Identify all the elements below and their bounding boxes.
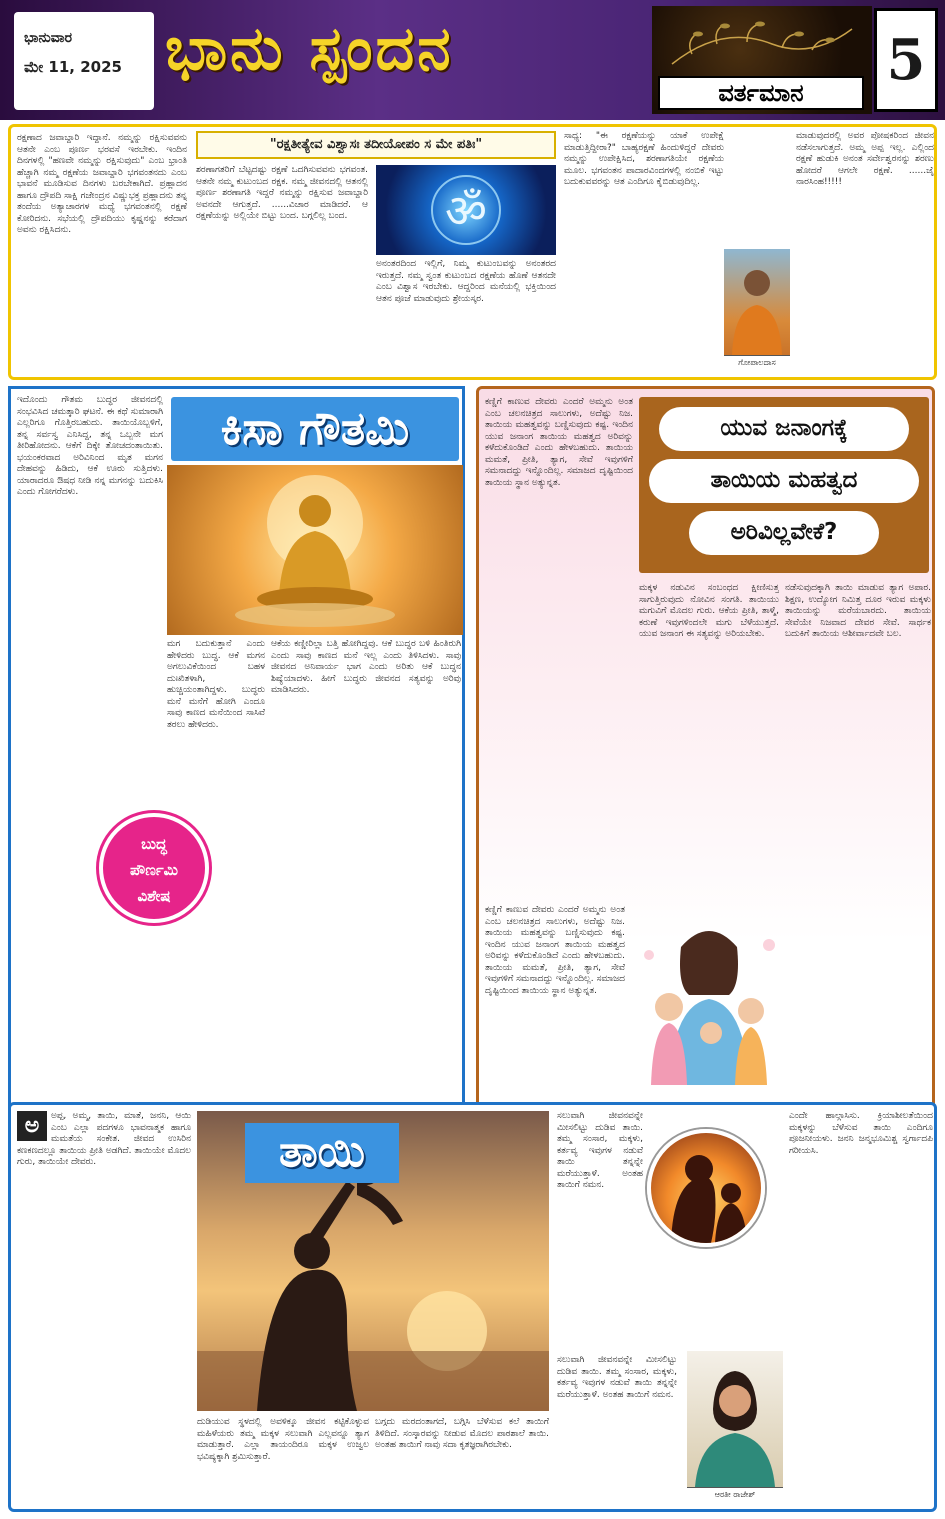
om-illustration	[376, 165, 556, 255]
brand-logo	[652, 6, 872, 114]
author-photo	[687, 1351, 783, 1501]
silhouette-icon	[651, 1133, 761, 1243]
article-column	[785, 583, 931, 1083]
svg-text:ॐ: ॐ	[445, 184, 487, 238]
person-icon	[687, 1351, 783, 1487]
article-text: ಮಕ್ಕಳ ನಡುವಿನ ಸಂಬಂಧದ ಕ್ಷೀಣಿಸುತ್ತ ಸಾಗುತ್ತಿರುವುದು ನೋವಿನ ಸಂಗತಿ. ತಾಯಿಯು ಮಗುವಿಗೆ ಮೊದಲ ಗುರು. ಆಕೆಯ ಪ್ರೀತಿ, ತಾಳ್ಮೆ, ಕರುಣೆ ಇವುಗಳಿಂದಲೇ ಮಗು ಬೆಳೆಯುತ್ತದೆ. ಯುವ ಜನಾಂಗ ಈ ಸತ್ಯವನ್ನು ಅರಿಯಬೇಕು.	[639, 583, 779, 639]
masthead-day: ಭಾನುವಾರ	[24, 30, 73, 46]
article-column	[375, 1417, 549, 1509]
badge-line: ಪೌರ್ಣಮಿ	[130, 861, 178, 879]
article-title-line: ತಾಯಿಯ ಮಹತ್ವದ	[649, 459, 919, 503]
buddha-icon	[167, 465, 463, 635]
masthead-date: ಮೇ 11, 2025	[24, 58, 122, 76]
article-text: ನಡೆಸುವುದಕ್ಕಾಗಿ ತಾಯಿ ಮಾಡುವ ತ್ಯಾಗ ಅಪಾರ. ಶಿಕ್ಷಣ, ಉದ್ಯೋಗ ನಿಮಿತ್ತ ದೂರ ಇರುವ ಮಕ್ಕಳು ತಾಯಿಯನ್ನು ಮರೆಯಬಾರದು. ತಾಯಿಯ ಸೇವೆಯೇ ನಿಜವಾದ ದೇವರ ಸೇವೆ. ಸಾರ್ಥಕ ಬದುಕಿಗೆ ತಾಯಿಯ ಆಶೀರ್ವಾದವೇ ಬಲ.	[785, 583, 931, 639]
article-text: ಇದೊಂದು ಗೌತಮ ಬುದ್ಧರ ಜೀವನದಲ್ಲಿ ಸಂಭವಿಸಿದ ಚಮತ್ಕಾರಿ ಘಟನೆ. ಈ ಕಥೆ ಸುಮಾರಾಗಿ ಎಲ್ಲರಿಗೂ ಗೊತ್ತಿರಬಹುದು. ತಾಯಿಯೊಬ್ಬಳಿಗೆ, ತನ್ನ ಸರ್ವಸ್ವ ಎನಿಸಿದ್ದ, ತನ್ನ ಒಬ್ಬನೇ ಮಗ ತೀರಿಹೋದನು. ಆಕೆಗೆ ದಿಕ್ಕೇ ತೋಚದಂತಾಯಿತು. ಭಯಂಕರವಾದ ಅರಿವಿನಿಂದ ಮೃತ ಮಗನ ದೇಹವನ್ನು ಹಿಡಿದು, ಆಕೆ ಊರು ಸುತ್ತಿದಳು. ಯಾರಾದರೂ ಔಷಧ ನೀಡಿ ನನ್ನ ಮಗನನ್ನು ಬದುಕಿಸಿ ಎಂದು ಗೋಗರೆದಳು.	[17, 395, 163, 497]
article-column	[639, 583, 779, 903]
article-text: ಸಾಧ್ಯ: "ಈ ರಕ್ಷಣೆಯನ್ನು ಯಾಕೆ ಉಪೇಕ್ಷೆ ಮಾಡುತ್ತಿದ್ದೀರಾ?" ಬಾಹ್ಯರಕ್ಷಣೆ ಹಿಂದುಳಿದ್ದರೆ ದೇವರು ನಮ್ಮನ್ನು ಉಪೇಕ್ಷಿಸಿದ, ಶರಣಾಗತಿಯೇ ರಕ್ಷಣೆಯ ಮೂಲ. ಭಗವಂತನ ಪಾದಾರವಿಂದಗಳಲ್ಲಿ ನಂಬಿಕೆ ಇಟ್ಟು ಬದುಕುವವರನ್ನು ಆತ ಎಂದಿಗೂ ಕೈಬಿಡುವುದಿಲ್ಲ.	[564, 131, 724, 187]
page-title: ಭಾನು ಸ್ಪಂದನ	[165, 14, 454, 84]
brand-name: ವರ್ತಮಾನ	[658, 76, 864, 110]
page-number: 5	[874, 8, 938, 112]
article-text: ಆಕೆಯ ಕಣ್ಣೀರಿಲ್ಲಾ ಬತ್ತಿ ಹೋಗಿದ್ದವು. ಆಕೆ ಬುದ್ಧರ ಬಳಿ ಹಿಂತಿರುಗಿ ಎಂದು ಸಾವು ಕಾಣದ ಮನೆ ಇಲ್ಲ ಎಂದು ತಿಳಿಸಿದಳು. ಸಾವು ಜೀವನದ ಅನಿವಾರ್ಯ ಭಾಗ ಎಂದು ಅರಿತು ಆಕೆ ಬುದ್ಧನ ಶಿಷ್ಯೆಯಾದಳು. ಹೀಗೆ ಬುದ್ಧರು ಜೀವನದ ಸತ್ಯವನ್ನು ಅರಿವು ಮಾಡಿಸಿದರು.	[271, 639, 461, 695]
article-column	[789, 1111, 933, 1507]
article-column	[796, 131, 934, 373]
article-text: ಶರಣಾಗತರಿಗೆ ಬೆಟ್ಟದಷ್ಟು ರಕ್ಷಣೆ ಒದಗಿಸುವವನು ಭಗವಂತ. ಆತನೇ ನಮ್ಮ ಕುಟುಂಬದ ರಕ್ಷಕ. ನಮ್ಮ ಜೀವನದಲ್ಲಿ ಆತನಲ್ಲಿ ಪೂರ್ಣ ಶರಣಾಗತಿ ಇದ್ದರೆ ನಮ್ಮನ್ನು ರಕ್ಷಿಸುವ ಜವಾಬ್ದಾರಿ ಅವನದೇ ಆಗುತ್ತದೆ. ......ವಿಚಾರ ಮಾಡಿದರೆ. ಆ ರಕ್ಷಣೆಯನ್ನು ಅಲ್ಲಿಯೇ ಬಿಟ್ಟು ಬಂದ. ಬಗ್ಗಲಿಲ್ಲ ಬಂದ.	[196, 165, 368, 221]
article-text: ಮಗ ಬದುಕುತ್ತಾನೆ ಎಂದು ಹೇಳಿದರು ಬುದ್ಧ. ಆಕೆ ಮಗನ ಅಗಲುವಿಕೆಯಿಂದ ಬಹಳ ದುಃಖಿತಳಾಗಿ, ಹುಚ್ಚಿಯಂತಾಗಿದ್ದಳು. ಬುದ್ಧರು ಮನೆ ಮನೆಗೆ ಹೋಗಿ ಎಂದೂ ಸಾವು ಕಾಣದ ಮನೆಯಿಂದ ಸಾಸಿವೆ ತರಲು ಹೇಳಿದರು.	[167, 639, 265, 730]
article-column	[376, 259, 556, 373]
article-column	[557, 1111, 643, 1351]
buddha-illustration	[167, 465, 463, 635]
article-title: ತಾಯಿ	[245, 1123, 399, 1183]
article-text: ಅಪ್ಪ, ಅಮ್ಮ, ತಾಯಿ, ಮಾತೆ, ಜನನಿ, ಆಯಿ ಎಂಬ ಎಲ್ಲಾ ಪದಗಳೂ ಭಾವನಾತ್ಮಕ ಹಾಗೂ ಮಮತೆಯ ಸಂಕೇತ. ಜೀವದ ಉಸಿರಿನ ಕಣಕಣದಲ್ಲೂ ತಾಯಿಯ ಪ್ರೀತಿ ಅಡಗಿದೆ. ತಾಯಿಯೇ ಮೊದಲ ಗುರು, ತಾಯಿಯೇ ದೇವರು.	[17, 1111, 191, 1167]
dropcap-icon: ಅ	[17, 1111, 47, 1141]
article-title-line: ಅರಿವಿಲ್ಲವೇಕೆ?	[689, 511, 879, 555]
badge-line: ವಿಶೇಷ	[137, 887, 171, 905]
article-tayi	[8, 1102, 937, 1512]
article-text: ದುಡಿಯುವ ಸ್ಥಳದಲ್ಲಿ ಅವಳಿಕ್ಕೂ ಜೀವನ ಕಟ್ಟಿಕೊಳ್ಳುವ ಮಹಿಳೆಯರು ತಮ್ಮ ಮಕ್ಕಳ ಸಲುವಾಗಿ ಎಲ್ಲವನ್ನೂ ತ್ಯಾಗ ಮಾಡುತ್ತಾರೆ. ಎಲ್ಲಾ ತಾಯಂದಿರೂ ಮಕ್ಕಳ ಉಜ್ವಲ ಭವಿಷ್ಯಕ್ಕಾಗಿ ಶ್ರಮಿಸುತ್ತಾರೆ.	[197, 1417, 369, 1462]
article-title-line: ಯುವ ಜನಾಂಗಕ್ಕೆ	[659, 407, 909, 451]
article-column	[17, 395, 163, 795]
article-text: ಸಲುವಾಗಿ ಜೀವನವನ್ನೇ ಮೀಸಲಿಟ್ಟು ದುಡಿವ ತಾಯಿ. ತಮ್ಮ ಸಂಸಾರ, ಮಕ್ಕಳು, ಕರ್ತವ್ಯ ಇವುಗಳ ನಡುವೆ ತಾಯಿ ತನ್ನನ್ನೇ ಮರೆಯುತ್ತಾಳೆ. ಅಂತಹ ತಾಯಿಗೆ ನಮನ.	[557, 1355, 677, 1400]
article-column	[557, 1355, 677, 1507]
article-text: ಕಣ್ಣಿಗೆ ಕಾಣುವ ದೇವರು ಎಂದರೆ ಅಮ್ಮನು ಅಂತ ಎಂಬ ಚಲನಚಿತ್ರದ ಸಾಲುಗಳು, ಅದೆಷ್ಟು ನಿಜ. ತಾಯಿಯ ಮಹತ್ವವನ್ನು ಬಣ್ಣಿಸುವುದು ಕಷ್ಟ. ಇಂದಿನ ಯುವ ಜನಾಂಗ ತಾಯಿಯ ಮಹತ್ವದ ಅರಿವನ್ನು ಕಳೆದುಕೊಂಡಿದೆ ಎಂದು ಹೇಳಬಹುದು. ತಾಯಿಯ ಮಮತೆ, ಪ್ರೀತಿ, ತ್ಯಾಗ, ಸೇವೆ ಇವುಗಳಿಗೆ ಸಮನಾದದ್ದು ಇನ್ನೊಂದಿಲ್ಲ. ಸಮಾಜದ ದೃಷ್ಟಿಯಿಂದ ತಾಯಿಯ ಸ್ಥಾನ ಅತ್ಯುನ್ನತ.	[485, 905, 625, 996]
article-text: ಸಲುವಾಗಿ ಜೀವನವನ್ನೇ ಮೀಸಲಿಟ್ಟು ದುಡಿವ ತಾಯಿ. ತಮ್ಮ ಸಂಸಾರ, ಮಕ್ಕಳು, ಕರ್ತವ್ಯ ಇವುಗಳ ನಡುವೆ ತಾಯಿ ತನ್ನನ್ನೇ ಮರೆಯುತ್ತಾಳೆ. ಅಂತಹ ತಾಯಿಗೆ ನಮನ.	[557, 1111, 643, 1190]
article-title: ಕಿಸಾ ಗೌತಮಿ	[171, 397, 459, 461]
article-column	[485, 397, 633, 897]
author-caption: ಆರತೀ ರಾಜೇಶ್	[687, 1487, 783, 1501]
mother-child-circle-photo	[647, 1129, 765, 1247]
article-text: ಅನಂತರದಿಂದ ಇಲ್ಲಿಗೆ, ನಿಮ್ಮ ಕುಟುಂಬವನ್ನು ಅನಂತರದ ಇರುತ್ತದೆ. ನಮ್ಮ ಸ್ವಂತ ಕುಟುಂಬದ ರಕ್ಷಣೆಯ ಹೊಣೆ ಆತನದೇ ಎಂಬ ವಿಶ್ವಾಸ ಇರಬೇಕು. ಆದ್ದರಿಂದ ಮನೆಯಲ್ಲಿ ಭಕ್ತಿಯಿಂದ ಆತನ ಪೂಜೆ ಮಾಡುವುದು ಶ್ರೇಯಸ್ಕರ.	[376, 259, 556, 304]
date-box	[14, 12, 154, 110]
article-title-box	[639, 397, 929, 573]
leaf-ornament-icon	[662, 14, 862, 74]
article-text: ಎಂದೇ ಹಾಲ್ಗಾಸಿಸು. ಕ್ರಿಯಾಶೀಲತೆಯಿಂದ ಮಕ್ಕಳನ್ನು ಬೆಳೆಸುವ ತಾಯಿ ಎಂದಿಗೂ ಪೂಜನೀಯಳು. ಜನನಿ ಜನ್ಮಭೂಮಿಶ್ಚ ಸ್ವರ್ಗಾದಪಿ ಗರೀಯಸಿ.	[789, 1111, 933, 1156]
badge-line: ಬುದ್ಧ	[141, 835, 167, 853]
article-column	[17, 133, 187, 373]
article-column	[196, 165, 368, 373]
article-text: ಮಾಡುವುದರಲ್ಲಿ ಅವರ ಪೋಷಕರಿಂದ ಜೀವನ ನಡೆಸಲಾಗುತ್ತದೆ. ಅಮ್ಮ ಅಪ್ಪ ಇಲ್ಲ. ಎಲ್ಲಿಂದ ರಕ್ಷಣೆ ಹುಡುಕಿ ಅನಂತ ಸರ್ವೇಶ್ವರನನ್ನು ಶರಣು ಹೋದರೆ ಆಗಲೇ ರಕ್ಷಣೆ. ......ಜೈ ನಾರಸಿಂಹ!!!!!	[796, 131, 934, 187]
author-caption: ಗೋಪಾಲದಾಸ	[724, 355, 790, 369]
article-raksha	[8, 124, 937, 380]
article-text: ಬಗ್ಗದು ಮರದಂತಾಗದೆ, ಬಗ್ಗಿಸಿ ಬೆಳೆಸುವ ಕಲೆ ತಾಯಿಗೆ ತಿಳಿದಿದೆ. ಸಂಸ್ಕಾರವನ್ನು ನೀಡುವ ಮೊದಲ ಪಾಠಶಾಲೆ ತಾಯಿ. ಅಂತಹ ತಾಯಿಗೆ ನಾವು ಸದಾ ಕೃತಜ್ಞರಾಗಿರಬೇಕು.	[375, 1417, 549, 1450]
article-column	[197, 1417, 369, 1509]
article-text: ರಕ್ಷಣಾದ ಜವಾಬ್ದಾರಿ ಇದ್ದಾನೆ. ನಮ್ಮನ್ನು ರಕ್ಷಿಸುವವನು ಆತನೇ ಎಂಬ ಪೂರ್ಣ ಭರವಸೆ ಇರಬೇಕು. ಇಂದಿನ ದಿನಗಳಲ್ಲಿ "ಹಣವೇ ನಮ್ಮನ್ನು ರಕ್ಷಿಸುವುದು" ಎಂಬ ಭ್ರಾಂತಿ ಹೆಚ್ಚಾಗಿ ನಮ್ಮ ರಕ್ಷಣೆಯ ಜವಾಬ್ದಾರಿ ಭಗವಂತನದು ಎಂಬ ಭಾವನೆ ಮೂಡಿಸುವ ದಿನಗಳು ಬರಬೇಕಾಗಿದೆ. ಪ್ರಹ್ಲಾದನ ಹಾಗೂ ದ್ರೌಪದಿ ಸಾಕ್ಷಿ ಗಜೇಂದ್ರನ ವಿಷ್ಣುಭಕ್ತ ಪ್ರಹ್ಲಾದನು ತನ್ನ ತಂದೆಯ ಅತ್ಯಾಚಾರಗಳ ಮಧ್ಯೆ ಭಗವಂತನಲ್ಲಿ ರಕ್ಷಣೆ ಕೋರಿದನು. ಸಭೆಯಲ್ಲಿ ದ್ರೌಪದಿಯು ಕೃಷ್ಣನನ್ನು ಕರೆದಾಗ ಅವನು ರಕ್ಷಿಸಿದನು.	[17, 133, 187, 235]
person-icon	[724, 249, 790, 355]
om-icon	[376, 165, 556, 255]
article-slogan: "ರಕ್ಷತೀತ್ಯೇವ ವಿಶ್ವಾಸಃ ತದೀಯೋಪಂ ಸ ಮೇ ಪತಿಃ"	[196, 131, 556, 159]
article-text: ಕಣ್ಣಿಗೆ ಕಾಣುವ ದೇವರು ಎಂದರೆ ಅಮ್ಮನು ಅಂತ ಎಂಬ ಚಲನಚಿತ್ರದ ಸಾಲುಗಳು, ಅದೆಷ್ಟು ನಿಜ. ತಾಯಿಯ ಮಹತ್ವವನ್ನು ಬಣ್ಣಿಸುವುದು ಕಷ್ಟ. ಇಂದಿನ ಯುವ ಜನಾಂಗ ತಾಯಿಯ ಮಹತ್ವದ ಅರಿವನ್ನು ಕಳೆದುಕೊಂಡಿದೆ ಎಂದು ಹೇಳಬಹುದು. ತಾಯಿಯ ಮಮತೆ, ಪ್ರೀತಿ, ತ್ಯಾಗ, ಸೇವೆ ಇವುಗಳಿಗೆ ಸಮನಾದದ್ದು ಇನ್ನೊಂದಿಲ್ಲ. ಸಮಾಜದ ದೃಷ್ಟಿಯಿಂದ ತಾಯಿಯ ಸ್ಥಾನ ಅತ್ಯುನ್ನತ.	[485, 397, 633, 488]
buddha-purnima-badge	[99, 813, 209, 923]
author-photo	[724, 249, 790, 369]
mother-children-illustration	[629, 915, 789, 1085]
masthead	[0, 0, 945, 120]
article-column	[17, 1111, 191, 1507]
article-column	[564, 131, 724, 373]
article-column	[271, 639, 461, 1059]
